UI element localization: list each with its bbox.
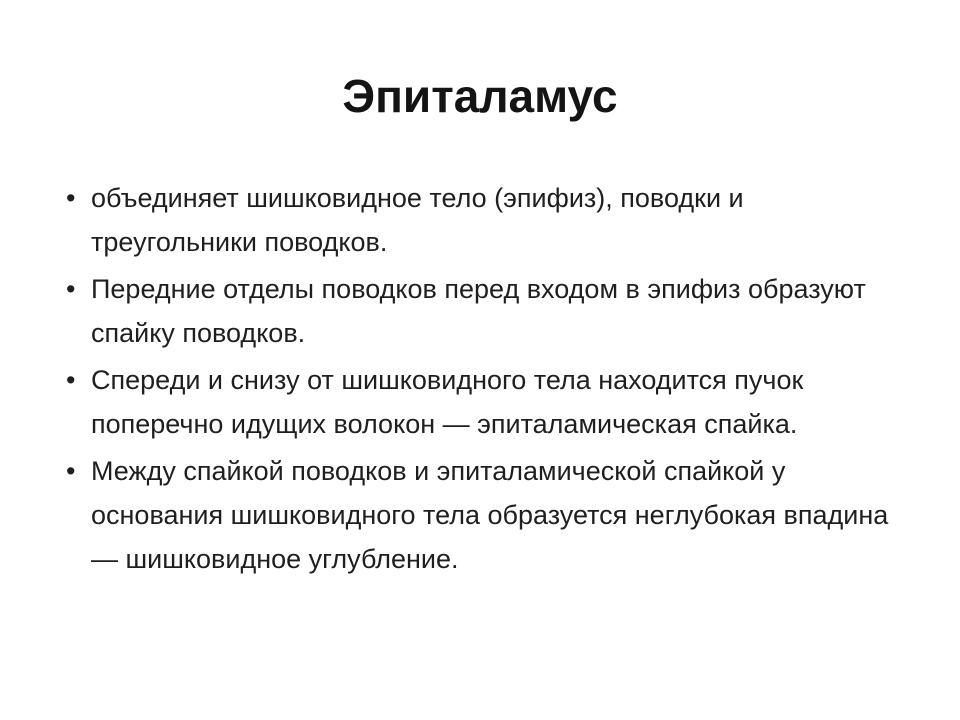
bullet-dot-icon: • [66, 365, 76, 395]
bullet-text: Спереди и снизу от шишковидного тела находится пучок поперечно идущих волокон — эпиталамическая спайка. [91, 365, 804, 439]
bullet-dot-icon: • [66, 183, 76, 213]
bullet-dot-icon: • [66, 274, 76, 304]
bullet-item [66, 176, 916, 264]
bullet-item [66, 267, 916, 355]
bullet-item [66, 449, 916, 581]
bullet-dot-icon: • [66, 456, 76, 486]
bullet-text: объединяет шишковидное тело (эпифиз), поводки и треугольники поводков. [91, 183, 744, 257]
bullet-text: Передние отделы поводков перед входом в эпифиз образуют спайку поводков. [91, 274, 866, 348]
bullet-text: Между спайкой поводков и эпиталамической спайкой у основания шишковидного тела образуется неглубокая впадина — шишковидное углубление. [91, 456, 889, 574]
bullet-list [66, 176, 916, 584]
slide-title: Эпиталамус [342, 70, 618, 122]
bullet-item [66, 358, 916, 446]
